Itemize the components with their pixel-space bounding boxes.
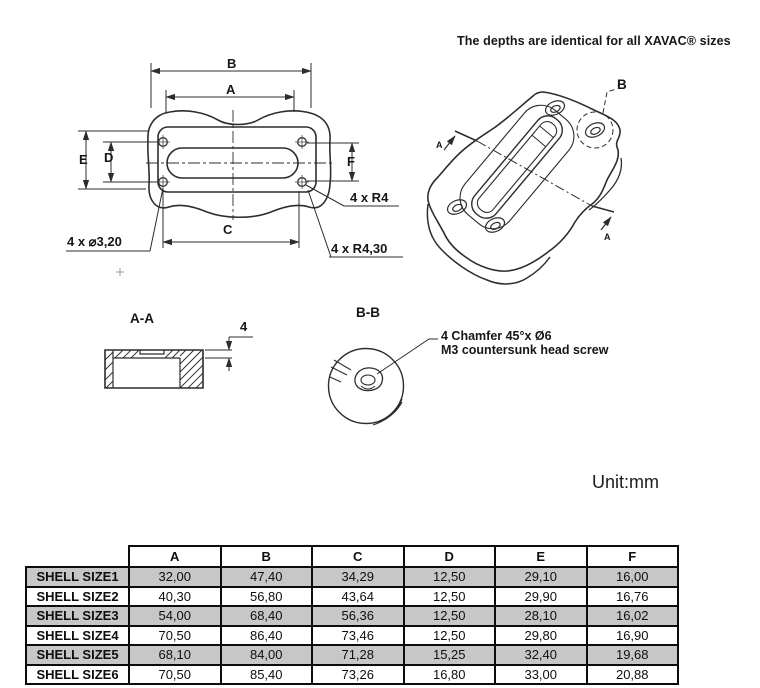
table-cell: 29,90 [495, 587, 587, 607]
iso-section-a-label-upper: A [436, 140, 443, 150]
table-cell: 68,40 [221, 606, 313, 626]
detail-bb-title: B-B [356, 305, 380, 320]
table-cell: 29,80 [495, 626, 587, 646]
table-cell: 32,00 [129, 567, 221, 587]
section-aa-depth-dim: 4 [240, 319, 248, 334]
table-cell: 86,40 [221, 626, 313, 646]
table-cell: 12,50 [404, 567, 496, 587]
unit-label: Unit:mm [592, 472, 659, 492]
column-header-a: A [129, 546, 221, 567]
detail-bb-note-line2: M3 countersunk head screw [441, 343, 609, 357]
row-label: SHELL SIZE4 [26, 626, 129, 646]
callout-hole-diameter: 4 x ⌀3,20 [67, 234, 122, 249]
row-label: SHELL SIZE3 [26, 606, 129, 626]
column-header-e: E [495, 546, 587, 567]
table-cell: 70,50 [129, 665, 221, 685]
table-cell: 16,80 [404, 665, 496, 685]
row-label: SHELL SIZE2 [26, 587, 129, 607]
dim-label-f: F [347, 154, 355, 169]
table-cell: 68,10 [129, 645, 221, 665]
table-cell: 16,90 [587, 626, 679, 646]
section-aa-dim4 [205, 337, 253, 371]
center-mark [116, 268, 124, 276]
row-label: SHELL SIZE1 [26, 567, 129, 587]
column-header-c: C [312, 546, 404, 567]
table-row [26, 587, 678, 607]
iso-holes [445, 98, 607, 235]
shell-size-table [25, 545, 679, 685]
table-cell: 33,00 [495, 665, 587, 685]
iso-section-a-label-lower: A [604, 232, 611, 242]
row-label: SHELL SIZE5 [26, 645, 129, 665]
table-cell: 54,00 [129, 606, 221, 626]
table-row [26, 606, 678, 626]
front-dimension-lines [78, 63, 359, 248]
column-header-b: B [221, 546, 313, 567]
page-title: The depths are identical for all XAVAC® sizes [457, 34, 731, 48]
column-header-d: D [404, 546, 496, 567]
table-cell: 43,64 [312, 587, 404, 607]
table-row [26, 665, 678, 685]
detail-bb-leader [377, 339, 438, 374]
table-cell: 70,50 [129, 626, 221, 646]
table-cell: 73,26 [312, 665, 404, 685]
iso-top-face [428, 92, 620, 271]
table-cell: 71,28 [312, 645, 404, 665]
table-cell: 56,80 [221, 587, 313, 607]
column-header-f: F [587, 546, 679, 567]
section-aa-title: A-A [130, 311, 154, 326]
dim-label-b: B [227, 56, 237, 71]
table-cell: 12,50 [404, 626, 496, 646]
table-cell: 16,76 [587, 587, 679, 607]
table-cell: 16,02 [587, 606, 679, 626]
table-cell: 16,00 [587, 567, 679, 587]
front-corner-holes [156, 135, 309, 189]
table-row [26, 626, 678, 646]
table-row [26, 645, 678, 665]
iso-view-drawing [427, 89, 621, 284]
section-aa-drawing [105, 337, 253, 388]
table-cell: 20,88 [587, 665, 679, 685]
dim-label-d: D [104, 150, 114, 165]
table-cell: 73,46 [312, 626, 404, 646]
callout-radius-r4: 4 x R4 [350, 190, 389, 205]
table-row [26, 567, 678, 587]
table-cell: 47,40 [221, 567, 313, 587]
table-cell: 40,30 [129, 587, 221, 607]
table-cell: 12,50 [404, 606, 496, 626]
dim-label-c: C [223, 222, 233, 237]
table-corner-cell [26, 546, 129, 567]
detail-bb-note-line1: 4 Chamfer 45°x Ø6 [441, 329, 552, 343]
section-aa-hatching [105, 350, 203, 388]
callout-radius-r430: 4 x R4,30 [331, 241, 388, 256]
table-cell: 29,10 [495, 567, 587, 587]
detail-bb-drawing [329, 339, 439, 425]
table-cell: 56,36 [312, 606, 404, 626]
iso-inner-contour [451, 96, 583, 237]
dim-label-e: E [79, 152, 88, 167]
dim-label-a: A [226, 82, 236, 97]
table-cell: 15,25 [404, 645, 496, 665]
table-cell: 12,50 [404, 587, 496, 607]
iso-detail-b-label: B [617, 77, 627, 92]
table-header-row [26, 546, 678, 567]
iso-bottom-rim [427, 204, 550, 284]
row-label: SHELL SIZE6 [26, 665, 129, 685]
iso-slot [466, 111, 567, 224]
table-cell: 32,40 [495, 645, 587, 665]
table-cell: 84,00 [221, 645, 313, 665]
table-cell: 34,29 [312, 567, 404, 587]
table-cell: 28,10 [495, 606, 587, 626]
table-cell: 19,68 [587, 645, 679, 665]
table-cell: 85,40 [221, 665, 313, 685]
front-inner-rect [158, 127, 316, 192]
